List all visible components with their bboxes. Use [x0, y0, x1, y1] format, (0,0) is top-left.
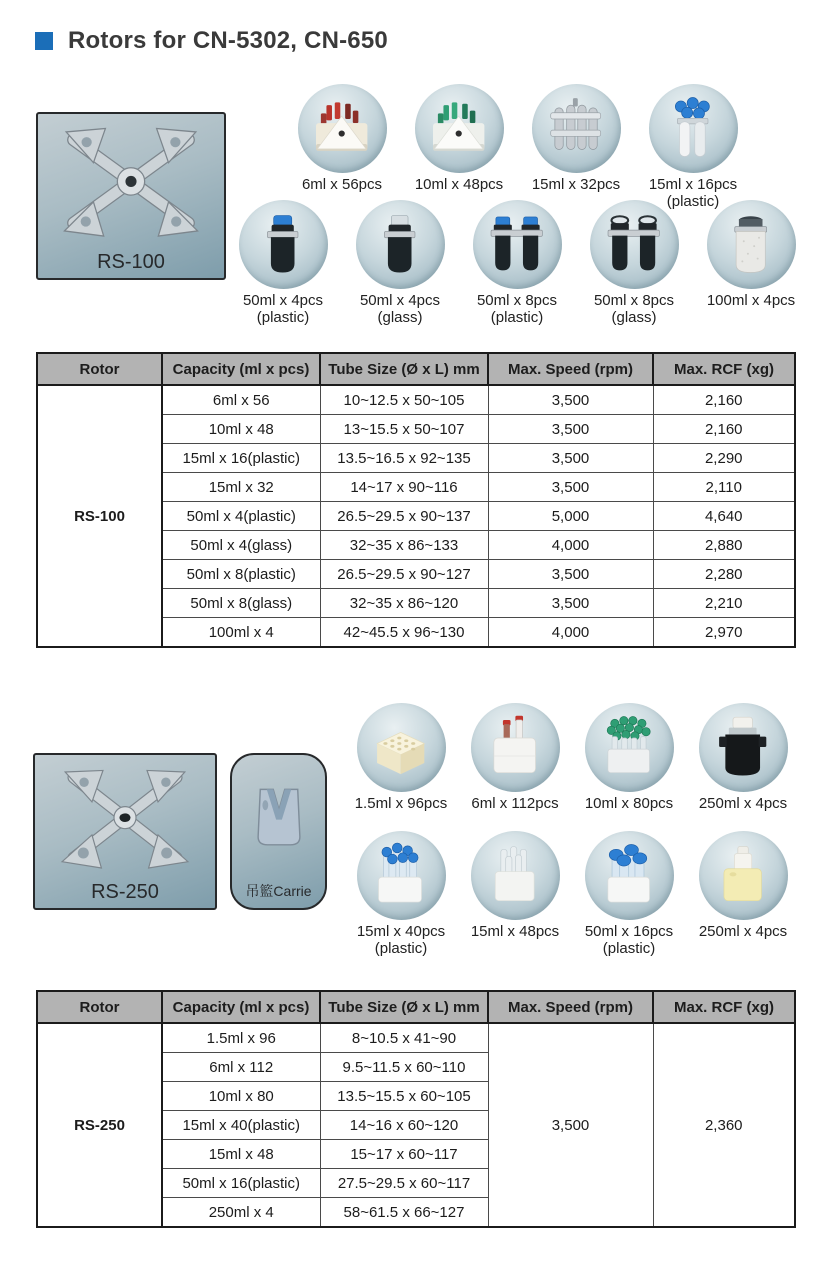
- accessory-label: 15ml x 16pcs: [648, 176, 738, 193]
- tube-size-cell: 8~10.5 x 41~90: [320, 1023, 488, 1053]
- rs100-spec-table: [36, 352, 794, 648]
- rs250-rotor-image: [33, 753, 217, 910]
- table-row: [37, 385, 795, 415]
- accessory-item: [637, 84, 749, 210]
- max-rcf-cell: 2,970: [653, 618, 795, 648]
- tube-size-cell: 10~12.5 x 50~105: [320, 385, 488, 415]
- photo-block-clear-tubes: [471, 831, 560, 920]
- accessory-label: 15ml x 40pcs: [356, 923, 446, 940]
- accessory-sublabel: (plastic): [490, 309, 544, 326]
- spec-table: [36, 352, 796, 648]
- photo-two-dark-bottles-blue-caps: [473, 200, 562, 289]
- capacity-cell: 50ml x 8(plastic): [162, 560, 320, 589]
- accessory-item: [460, 703, 570, 812]
- photo-metal-tube-cage: [532, 84, 621, 173]
- capacity-cell: 15ml x 48: [162, 1140, 320, 1169]
- accessory-item: [574, 831, 684, 957]
- max-speed-cell: 5,000: [488, 502, 653, 531]
- accessory-label: 50ml x 8pcs: [476, 292, 558, 309]
- accessory-item: [344, 200, 456, 326]
- tube-size-cell: 32~35 x 86~133: [320, 531, 488, 560]
- tube-size-cell: 13~15.5 x 50~107: [320, 415, 488, 444]
- column-header: Rotor: [37, 353, 162, 385]
- carrier-image: [230, 753, 327, 910]
- column-header: Max. Speed (rpm): [488, 353, 653, 385]
- accessory-item: [461, 200, 573, 326]
- tube-size-cell: 58~61.5 x 66~127: [320, 1198, 488, 1228]
- rotor-name-cell: RS-100: [37, 385, 162, 647]
- rs100-rotor-label: RS-100: [97, 251, 165, 273]
- accessory-sublabel: (glass): [377, 309, 423, 326]
- capacity-cell: 100ml x 4: [162, 618, 320, 648]
- accessory-item: [574, 703, 684, 812]
- accessory-label: 50ml x 16pcs: [584, 923, 674, 940]
- tube-size-cell: 26.5~29.5 x 90~137: [320, 502, 488, 531]
- column-header: Max. RCF (xg): [653, 991, 795, 1023]
- photo-yellow-block-white-bottle: [699, 831, 788, 920]
- accessory-label: 10ml x 48pcs: [414, 176, 504, 193]
- swing-rotor-icon: [35, 761, 215, 879]
- title-bullet-icon: [35, 32, 53, 50]
- tube-size-cell: 26.5~29.5 x 90~127: [320, 560, 488, 589]
- accessory-label: 50ml x 4pcs: [359, 292, 441, 309]
- max-speed-cell: 3,500: [488, 415, 653, 444]
- rotor-name-cell: RS-250: [37, 1023, 162, 1227]
- capacity-cell: 250ml x 4: [162, 1198, 320, 1228]
- column-header: Tube Size (Ø x L) mm: [320, 353, 488, 385]
- tube-size-cell: 13.5~15.5 x 60~105: [320, 1082, 488, 1111]
- capacity-cell: 50ml x 4(glass): [162, 531, 320, 560]
- max-speed-cell: 3,500: [488, 589, 653, 618]
- capacity-cell: 50ml x 4(plastic): [162, 502, 320, 531]
- max-rcf-cell: 2,290: [653, 444, 795, 473]
- column-header: Tube Size (Ø x L) mm: [320, 991, 488, 1023]
- photo-cream-tube-block: [357, 703, 446, 792]
- accessory-label: 15ml x 48pcs: [470, 923, 560, 940]
- max-rcf-cell: 2,360: [653, 1023, 795, 1227]
- max-rcf-cell: 2,160: [653, 415, 795, 444]
- accessory-sublabel: (plastic): [602, 940, 656, 957]
- max-speed-cell: 4,000: [488, 618, 653, 648]
- capacity-cell: 50ml x 16(plastic): [162, 1169, 320, 1198]
- accessory-item: [286, 84, 398, 193]
- photo-black-bottle-white-cap: [699, 703, 788, 792]
- accessory-label: 250ml x 4pcs: [698, 795, 788, 812]
- spec-table: [36, 990, 796, 1228]
- max-speed-cell: 3,500: [488, 385, 653, 415]
- tube-size-cell: 42~45.5 x 96~130: [320, 618, 488, 648]
- max-rcf-cell: 4,640: [653, 502, 795, 531]
- rs100-accessory-row-2: [227, 200, 807, 326]
- column-header: Max. Speed (rpm): [488, 991, 653, 1023]
- column-header: Rotor: [37, 991, 162, 1023]
- accessory-sublabel: (plastic): [666, 193, 720, 210]
- capacity-cell: 50ml x 8(glass): [162, 589, 320, 618]
- capacity-cell: 15ml x 32: [162, 473, 320, 502]
- accessory-label: 1.5ml x 96pcs: [354, 795, 448, 812]
- capacity-cell: 15ml x 16(plastic): [162, 444, 320, 473]
- rs250-accessory-row-2: [346, 831, 798, 957]
- photo-rack-green-tubes: [415, 84, 504, 173]
- photo-green-cap-tube-rack: [585, 703, 674, 792]
- accessory-label: 50ml x 4pcs: [242, 292, 324, 309]
- column-header: Capacity (ml x pcs): [162, 353, 320, 385]
- photo-rack-red-tubes: [298, 84, 387, 173]
- accessory-item: [403, 84, 515, 193]
- max-rcf-cell: 2,880: [653, 531, 795, 560]
- max-speed-cell: 3,500: [488, 560, 653, 589]
- tube-size-cell: 14~16 x 60~120: [320, 1111, 488, 1140]
- tube-size-cell: 14~17 x 90~116: [320, 473, 488, 502]
- tube-size-cell: 27.5~29.5 x 60~117: [320, 1169, 488, 1198]
- photo-plastic-tubes-blue-caps: [649, 84, 738, 173]
- page-header: [35, 24, 388, 58]
- accessory-label: 10ml x 80pcs: [584, 795, 674, 812]
- max-rcf-cell: 2,160: [653, 385, 795, 415]
- rs100-rotor-image: [36, 112, 226, 280]
- swing-rotor-icon: [38, 120, 224, 248]
- rs100-accessory-row-1: [286, 84, 749, 210]
- max-rcf-cell: 2,110: [653, 473, 795, 502]
- accessory-item: [688, 831, 798, 940]
- accessory-label: 50ml x 8pcs: [593, 292, 675, 309]
- column-header: Capacity (ml x pcs): [162, 991, 320, 1023]
- max-rcf-cell: 2,280: [653, 560, 795, 589]
- accessory-item: [688, 703, 798, 812]
- max-speed-cell: 3,500: [488, 473, 653, 502]
- photo-dark-bottle-blue-cap: [239, 200, 328, 289]
- accessory-label: 6ml x 56pcs: [301, 176, 383, 193]
- rs250-spec-table: [36, 990, 794, 1228]
- accessory-sublabel: (plastic): [256, 309, 310, 326]
- accessory-sublabel: (plastic): [374, 940, 428, 957]
- accessory-item: [460, 831, 570, 940]
- column-header: Max. RCF (xg): [653, 353, 795, 385]
- accessory-label: 250ml x 4pcs: [698, 923, 788, 940]
- carrier-label: 吊籃Carrie: [245, 883, 312, 899]
- tube-size-cell: 15~17 x 60~117: [320, 1140, 488, 1169]
- accessory-item: [695, 200, 807, 309]
- header-row: [37, 991, 795, 1023]
- accessory-label: 100ml x 4pcs: [706, 292, 796, 309]
- photo-white-block-red-tubes: [471, 703, 560, 792]
- accessory-item: [520, 84, 632, 193]
- accessory-label: 15ml x 32pcs: [531, 176, 621, 193]
- tube-size-cell: 13.5~16.5 x 92~135: [320, 444, 488, 473]
- page-title: Rotors for CN-5302, CN-650: [68, 27, 388, 54]
- accessory-sublabel: (glass): [611, 309, 657, 326]
- capacity-cell: 10ml x 48: [162, 415, 320, 444]
- max-rcf-cell: 2,210: [653, 589, 795, 618]
- photo-dark-bottle-glass-top: [356, 200, 445, 289]
- accessory-item: [227, 200, 339, 326]
- tube-size-cell: 9.5~11.5 x 60~110: [320, 1053, 488, 1082]
- accessory-item: [346, 703, 456, 812]
- rs250-accessory-row-1: [346, 703, 798, 812]
- header-row: [37, 353, 795, 385]
- capacity-cell: 6ml x 112: [162, 1053, 320, 1082]
- max-speed-cell: 4,000: [488, 531, 653, 560]
- max-speed-cell: 3,500: [488, 1023, 653, 1227]
- capacity-cell: 6ml x 56: [162, 385, 320, 415]
- accessory-item: [346, 831, 456, 957]
- photo-two-dark-bottles-glass-top: [590, 200, 679, 289]
- accessory-label: 6ml x 112pcs: [471, 795, 559, 812]
- photo-rack-blue-conical-tubes: [585, 831, 674, 920]
- max-speed-cell: 3,500: [488, 444, 653, 473]
- carrier-bucket-icon: [232, 771, 325, 861]
- accessory-item: [578, 200, 690, 326]
- photo-silver-canister: [707, 200, 796, 289]
- tube-size-cell: 32~35 x 86~120: [320, 589, 488, 618]
- capacity-cell: 1.5ml x 96: [162, 1023, 320, 1053]
- table-row: [37, 1023, 795, 1053]
- capacity-cell: 15ml x 40(plastic): [162, 1111, 320, 1140]
- rs250-rotor-label: RS-250: [91, 881, 159, 903]
- photo-rack-blue-cap-tubes: [357, 831, 446, 920]
- capacity-cell: 10ml x 80: [162, 1082, 320, 1111]
